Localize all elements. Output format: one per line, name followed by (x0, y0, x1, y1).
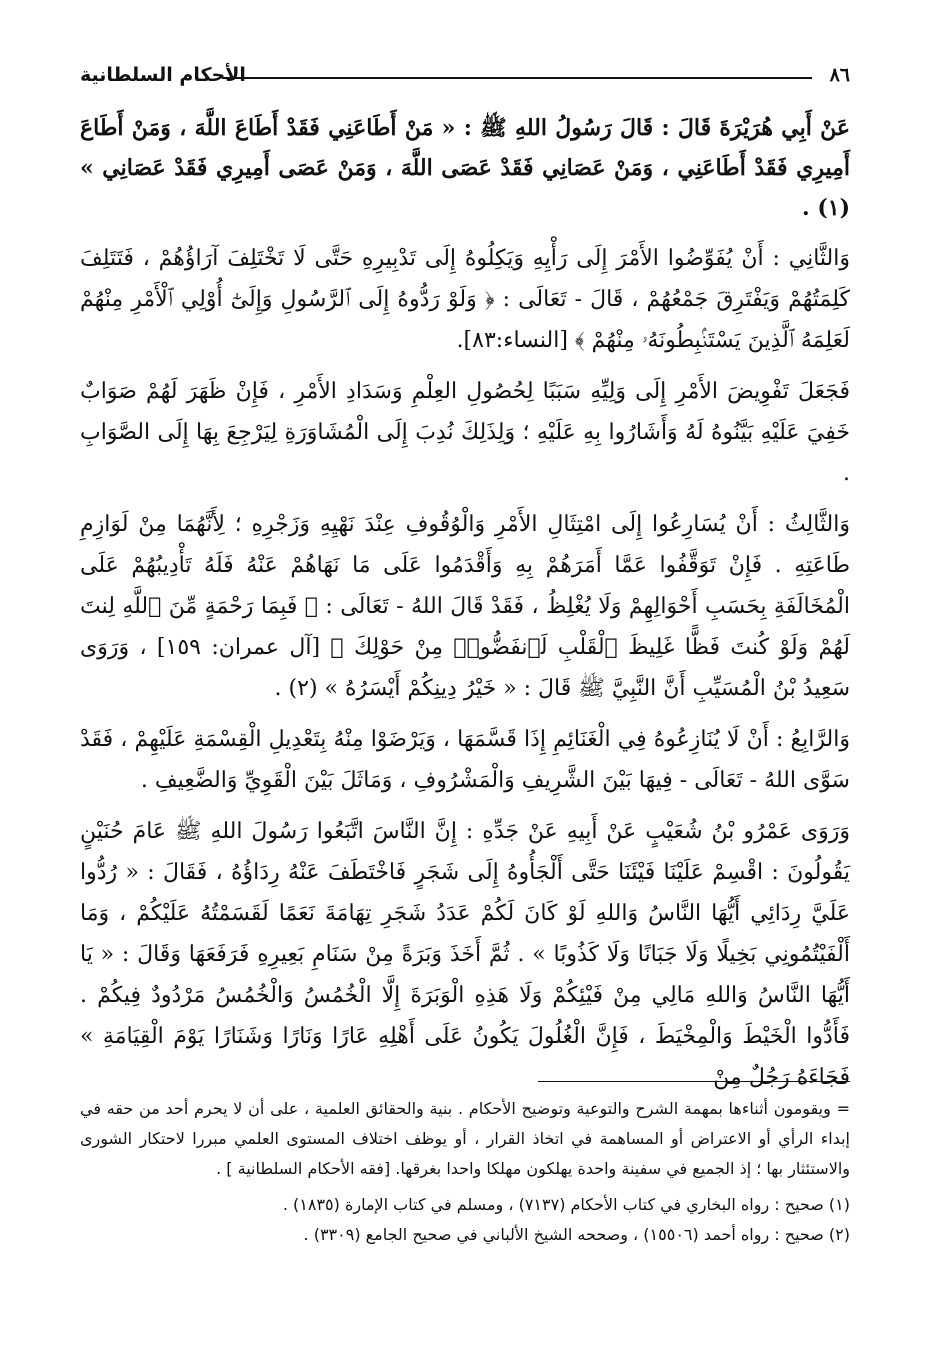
paragraph-hadith-obedience: عَنْ أَبِي هُرَيْرَةَ قَالَ : قَالَ رَسُولُ اللهِ ﷺ : « مَنْ أَطَاعَنِي فَقَدْ أَطَاعَ اللَّهَ ، وَمَنْ أَطَاعَ أَمِيرِي فَقَدْ أَطَاعَنِي ، وَمَنْ عَصَانِي فَقَدْ عَصَى اللَّهَ ، وَمَنْ عَصَى أَمِيرِي فَقَدْ عَصَانِي » (١) . (80, 115, 850, 221)
footnote-continuation: = ويقومون أثناءها بمهمة الشرح والتوعية وتوضيح الأحكام . بنية والحقائق العلمية ، على أن لا يحرم أحد من حقه في إبداء الرأي أو الاعتراض أو المساهمة في اتخاذ القرار ، أو يوظف اختلاف المستوى العلمي مبررا لاحتكار الشورى والاستئثار بها ؛ إذ الجميع في سفينة واحدة يهلكون مهلكا واحدا بغرقها. [فقه الأحكام السلطانية ] . (80, 1099, 850, 1178)
paragraph-third-duty: وَالثَّالِثُ : أَنْ يُسَارِعُوا إِلَى امْتِثَالِ الأَمْرِ وَالْوُقُوفِ عِنْدَ نَهْيِهِ وَزَجْرِهِ ؛ لِأَنَّهُمَا مِنْ لَوَازِمِ طَاعَتِهِ . فَإِنْ تَوَقَّفُوا عَمَّا أَمَرَهُمْ بِهِ وَأَقْدَمُوا عَلَى مَا نَهَاهُمْ عَنْهُ فَلَهُ تَأْدِيبُهُمْ عَلَى الْمُخَالَفَةِ بِحَسَبِ أَحْوَالِهِمْ وَلَا يُغْلِظُ ، فَقَدْ قَالَ اللهُ - تَعَالَى : ﴿ فَبِمَا رَحْمَةٍ مِّنَ ٱللَّهِ لِنتَ لَهُمْ وَلَوْ كُنتَ فَظًّا غَلِيظَ ٱلْقَلْبِ لَٱنفَضُّوا۟ مِنْ حَوْلِكَ ﴾ [آل عمران: ١٥٩] ، وَرَوَى سَعِيدُ بْنُ الْمُسَيِّبِ أَنَّ النَّبِيَّ ﷺ قَالَ : « خَيْرُ دِينِكُمْ أَيْسَرُهُ » (٢) . (80, 512, 851, 701)
footnote-rule (538, 1081, 850, 1082)
page-header (80, 64, 850, 94)
footnotes (80, 1094, 850, 1250)
footnote-2: (٢) صحيح : رواه أحمد (١٥٥٠٦) ، وصححه الشيخ الألباني في صحيح الجامع (٣٣٠٩) . (303, 1225, 850, 1244)
header-rule (222, 77, 812, 79)
paragraph-hunayn-narration: وَرَوَى عَمْرُو بْنُ شُعَيْبٍ عَنْ أَبِيهِ عَنْ جَدِّهِ : إِنَّ النَّاسَ اتَّبَعُوا رَسُولَ اللهِ ﷺ عَامَ حُنَيْنٍ يَقُولُونَ : اقْسِمْ عَلَيْنَا فَيْئَنَا حَتَّى أَلْجَأُوهُ إِلَى شَجَرٍ فَاخْتَطَفَ عَنْهُ رِدَاؤُهُ ، فَقَالَ : « رُدُّوا عَلَيَّ رِدَائِي أَيُّهَا النَّاسُ وَاللهِ لَوْ كَانَ لَكُمْ عَدَدُ شَجَرِ تِهَامَةَ نَعَمًا لَقَسَمْتُهُ عَلَيْكُمْ ، وَمَا أَلْفَيْتُمُونِي بَخِيلًا وَلَا جَبَانًا وَلَا كَذُوبًا » . ثُمَّ أَخَذَ وَبَرَةً مِنْ سَنَامِ بَعِيرِهِ فَرَفَعَهَا وَقَالَ : « يَا أَيُّهَا النَّاسُ وَاللهِ مَالِي مِنْ فَيْئِكُمْ وَلَا هَذِهِ الْوَبَرَةَ إِلَّا الْخُمُسُ وَالْخُمُسُ مَرْدُودٌ فِيكُمْ . فَأَدُّوا الْخَيْطَ وَالْمِخْيَطَ ، فَإِنَّ الْغُلُولَ يَكُونُ عَلَى أَهْلِهِ عَارًا وَنَارًا وَشَنَارًا يَوْمَ الْقِيَامَةِ » فَجَاءَهُ رَجُلٌ مِنْ (80, 819, 850, 1090)
footnote-1: (١) صحيح : رواه البخاري في كتاب الأحكام (٧١٣٧) ، ومسلم في كتاب الإمارة (١٨٣٥) . (282, 1195, 850, 1214)
paragraph-fourth-duty: وَالرَّابِعُ : أَنْ لَا يُنَازِعُوهُ فِي الْغَنَائِمِ إِذَا قَسَّمَهَا ، وَيَرْضَوْا مِنْهُ بِتَعْدِيلِ الْقِسْمَةِ عَلَيْهِمْ ، فَقَدْ سَوَّى اللهُ - تَعَالَى - فِيهَا بَيْنَ الشَّرِيفِ وَالْمَشْرُوفِ ، وَمَاثَلَ بَيْنَ الْقَوِيِّ وَالضَّعِيفِ . (80, 727, 850, 793)
page-number: ٨٦ (829, 64, 850, 86)
paragraph-second-duty: وَالثَّانِي : أَنْ يُفَوِّضُوا الأَمْرَ إِلَى رَأْيِهِ وَيَكِلُوهُ إِلَى تَدْبِيرِهِ حَتَّى لَا تَخْتَلِفَ آرَاؤُهُمْ ، فَتَتَلِفَ كَلِمَتُهُمْ وَيَفْتَرِقَ جَمْعُهُمْ ، قَالَ - تَعَالَى : ﴿ وَلَوْ رَدُّوهُ إِلَى ٱلرَّسُولِ وَإِلَىٰٓ أُوْلِي ٱلْأَمْرِ مِنْهُمْ لَعَلِمَهُ ٱلَّذِينَ يَسْتَنۢبِطُونَهُۥ مِنْهُمْ ﴾ [النساء:٨٣]. (80, 246, 850, 353)
body-text (80, 108, 850, 1108)
running-title: الأحكام السلطانية (80, 64, 246, 86)
paragraph-delegation: فَجَعَلَ تَفْوِيضَ الأَمْرِ إِلَى وَلِيِّهِ سَبَبًا لِحُصُولِ العِلْمِ وَسَدَادِ الأَمْرِ ، فَإِنْ ظَهَرَ لَهُمْ صَوَابٌ خَفِيَ عَلَيْهِ بَيَّنُوهُ لَهُ وَأَشَارُوا بِهِ عَلَيْهِ ؛ وَلِذَلِكَ نُدِبَ إِلَى الْمُشَاوَرَةِ لِيَرْجِعَ بِهَا إِلَى الصَّوَابِ . (80, 379, 850, 486)
